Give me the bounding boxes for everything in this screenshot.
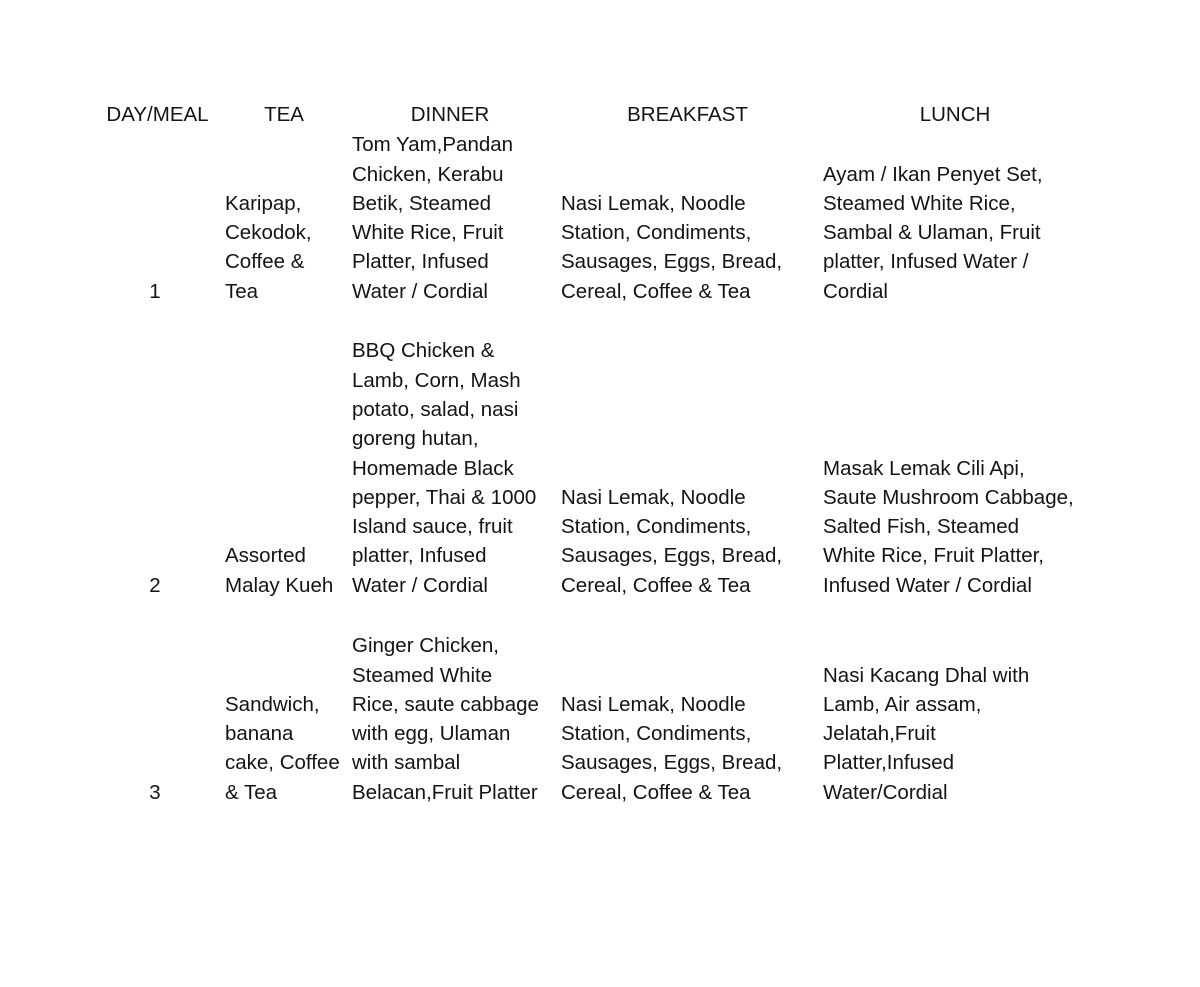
row-2-breakfast <box>561 335 816 600</box>
dinner-text: Ginger Chicken, Steamed White Rice, saute cabbage with egg, Ulaman with sambal Belacan,Fruit Platter <box>352 634 539 804</box>
tea-text: Sandwich, banana cake, Coffee & Tea <box>225 692 340 804</box>
breakfast-text: Nasi Lemak, Noodle Station, Condiments, Sausages, Eggs, Bread, Cereal, Coffee & Tea <box>561 191 783 303</box>
row-3-lunch <box>823 630 1098 807</box>
day-number: 3 <box>149 780 161 804</box>
dinner-text: Tom Yam,Pandan Chicken, Kerabu Betik, Steamed White Rice, Fruit Platter, Infused Water / Cordial <box>352 133 514 303</box>
row-1-lunch <box>823 129 1098 306</box>
row-1-breakfast <box>561 129 816 306</box>
header-day-meal: DAY/MEAL <box>106 103 209 126</box>
row-1-dinner <box>352 129 557 306</box>
header-breakfast: BREAKFAST <box>627 103 748 126</box>
day-number: 2 <box>149 573 161 597</box>
row-3-tea <box>225 630 347 807</box>
breakfast-text: Nasi Lemak, Noodle Station, Condiments, Sausages, Eggs, Bread, Cereal, Coffee & Tea <box>561 485 783 597</box>
dinner-text: BBQ Chicken & Lamb, Corn, Mash potato, salad, nasi goreng hutan, Homemade Black pepper, Thai & 1000 Island sauce, fruit platter, Infused Water / Cordial <box>352 339 537 597</box>
tea-text: Assorted Malay Kueh <box>225 544 334 597</box>
row-2-lunch <box>823 335 1098 600</box>
row-3-breakfast <box>561 630 816 807</box>
breakfast-text: Nasi Lemak, Noodle Station, Condiments, Sausages, Eggs, Bread, Cereal, Coffee & Tea <box>561 692 783 804</box>
header-lunch: LUNCH <box>919 103 991 126</box>
lunch-text: Nasi Kacang Dhal with Lamb, Air assam, Jelatah,Fruit Platter,Infused Water/Cordial <box>823 663 1030 804</box>
row-1-day <box>100 129 210 306</box>
row-3-day <box>100 630 210 807</box>
row-3-dinner <box>352 630 557 807</box>
row-1-tea <box>225 129 347 306</box>
tea-text: Karipap, Cekodok, Coffee & Tea <box>225 191 312 303</box>
lunch-text: Masak Lemak Cili Api, Saute Mushroom Cabbage, Salted Fish, Steamed White Rice, Fruit Platter, Infused Water / Cordial <box>823 456 1074 597</box>
lunch-text: Ayam / Ikan Penyet Set, Steamed White Rice, Sambal & Ulaman, Fruit platter, Infused Water / Cordial <box>823 162 1043 303</box>
row-2-tea <box>225 335 347 600</box>
header-dinner: DINNER <box>410 103 490 126</box>
row-2-dinner <box>352 335 557 600</box>
row-2-day <box>100 335 210 600</box>
header-tea: TEA <box>264 103 304 126</box>
day-number: 1 <box>149 279 161 303</box>
